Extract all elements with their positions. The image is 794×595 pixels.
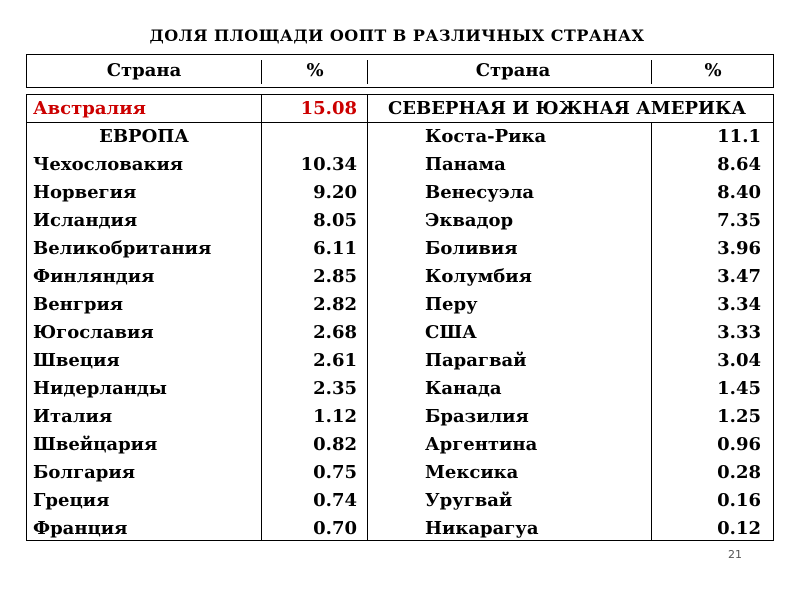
country-cell: Италия bbox=[33, 406, 113, 427]
table-row bbox=[27, 263, 773, 291]
header-country-right: Страна bbox=[475, 60, 551, 81]
value-cell: 2.35 bbox=[313, 378, 357, 399]
header-divider bbox=[651, 60, 652, 84]
highlight-value: 15.08 bbox=[300, 98, 357, 119]
highlight-country: Австралия bbox=[33, 98, 146, 119]
country-cell: Нидерланды bbox=[33, 378, 167, 399]
country-cell: Мексика bbox=[425, 462, 519, 483]
country-cell: США bbox=[425, 322, 477, 343]
country-cell: Югославия bbox=[33, 322, 154, 343]
value-cell: 3.34 bbox=[717, 294, 761, 315]
value-cell: 2.82 bbox=[313, 294, 357, 315]
value-cell: 8.05 bbox=[313, 210, 357, 231]
value-cell: 9.20 bbox=[313, 182, 357, 203]
page-title: ДОЛЯ ПЛОЩАДИ ООПТ В РАЗЛИЧНЫХ СТРАНАХ bbox=[149, 26, 645, 45]
country-cell: Уругвай bbox=[425, 490, 513, 511]
value-cell: 0.28 bbox=[717, 462, 761, 483]
table-row bbox=[27, 151, 773, 179]
value-cell: 2.68 bbox=[313, 322, 357, 343]
country-cell: Болгария bbox=[33, 462, 136, 483]
table-row bbox=[27, 319, 773, 347]
value-cell: 1.25 bbox=[717, 406, 761, 427]
value-cell: 11.1 bbox=[717, 126, 761, 147]
country-cell: Франция bbox=[33, 518, 128, 539]
country-cell: Эквадор bbox=[425, 210, 514, 231]
table-row bbox=[27, 487, 773, 515]
value-cell: 0.96 bbox=[717, 434, 761, 455]
section-europe: ЕВРОПА bbox=[99, 126, 189, 147]
country-cell: Великобритания bbox=[33, 238, 212, 259]
value-cell: 2.61 bbox=[313, 350, 357, 371]
value-cell: 0.82 bbox=[313, 434, 357, 455]
section-americas: СЕВЕРНАЯ И ЮЖНАЯ АМЕРИКА bbox=[387, 98, 747, 119]
country-cell: Боливия bbox=[425, 238, 518, 259]
country-cell: Бразилия bbox=[425, 406, 529, 427]
value-cell: 2.85 bbox=[313, 266, 357, 287]
value-cell: 6.11 bbox=[313, 238, 357, 259]
page-number: 21 bbox=[728, 548, 742, 561]
country-cell: Венгрия bbox=[33, 294, 124, 315]
table-row bbox=[27, 291, 773, 319]
table-row bbox=[27, 179, 773, 207]
table-header bbox=[26, 54, 774, 88]
table-row bbox=[27, 431, 773, 459]
value-cell: 3.96 bbox=[717, 238, 761, 259]
country-cell: Панама bbox=[425, 154, 506, 175]
data-table bbox=[26, 94, 774, 541]
value-cell: 10.34 bbox=[300, 154, 357, 175]
country-cell: Канада bbox=[425, 378, 502, 399]
table-row bbox=[27, 347, 773, 375]
header-country-left: Страна bbox=[106, 60, 182, 81]
header-percent-left: % bbox=[306, 60, 324, 81]
country-cell: Финляндия bbox=[33, 266, 155, 287]
country-cell: Венесуэла bbox=[425, 182, 535, 203]
table-row bbox=[27, 95, 773, 123]
value-cell: 3.47 bbox=[717, 266, 761, 287]
value-cell: 0.70 bbox=[313, 518, 357, 539]
value-cell: 7.35 bbox=[717, 210, 761, 231]
table-row bbox=[27, 515, 773, 543]
value-cell: 8.40 bbox=[717, 182, 761, 203]
country-cell: Греция bbox=[33, 490, 110, 511]
country-cell: Парагвай bbox=[425, 350, 527, 371]
country-cell: Аргентина bbox=[425, 434, 538, 455]
value-cell: 0.75 bbox=[313, 462, 357, 483]
value-cell: 1.45 bbox=[717, 378, 761, 399]
country-cell: Исландия bbox=[33, 210, 138, 231]
country-cell: Чехословакия bbox=[33, 154, 184, 175]
value-cell: 0.16 bbox=[717, 490, 761, 511]
value-cell: 3.04 bbox=[717, 350, 761, 371]
country-cell: Норвегия bbox=[33, 182, 137, 203]
country-cell: Никарагуа bbox=[425, 518, 539, 539]
table-row bbox=[27, 235, 773, 263]
value-cell: 8.64 bbox=[717, 154, 761, 175]
country-cell: Перу bbox=[425, 294, 478, 315]
table-row bbox=[27, 123, 773, 151]
value-cell: 3.33 bbox=[717, 322, 761, 343]
country-cell: Колумбия bbox=[425, 266, 532, 287]
table-row bbox=[27, 459, 773, 487]
country-cell: Швейцария bbox=[33, 434, 158, 455]
header-percent-right: % bbox=[704, 60, 722, 81]
country-cell: Швеция bbox=[33, 350, 120, 371]
header-divider bbox=[367, 60, 368, 84]
table-row bbox=[27, 375, 773, 403]
header-divider bbox=[261, 60, 262, 84]
value-cell: 1.12 bbox=[313, 406, 357, 427]
table-row bbox=[27, 207, 773, 235]
table-row bbox=[27, 403, 773, 431]
value-cell: 0.12 bbox=[717, 518, 761, 539]
country-cell: Коста-Рика bbox=[425, 126, 547, 147]
value-cell: 0.74 bbox=[313, 490, 357, 511]
